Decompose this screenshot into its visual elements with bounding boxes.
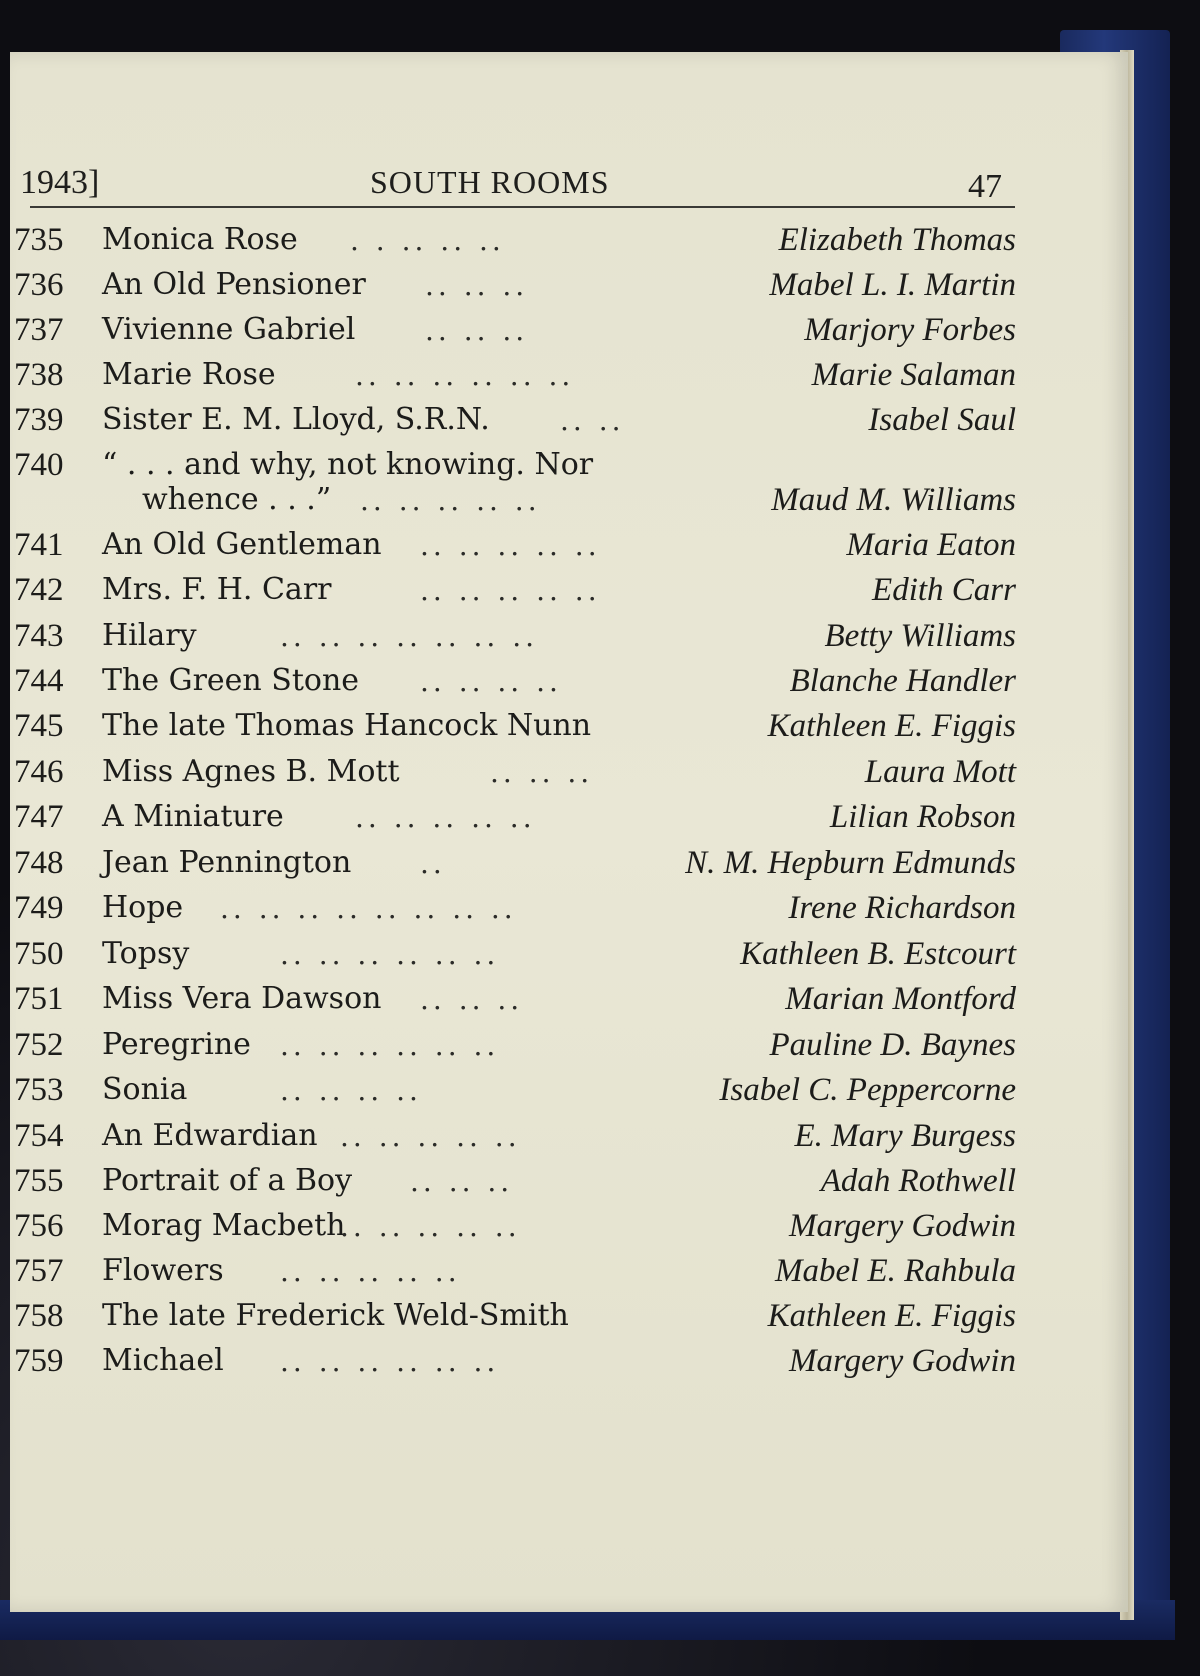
leader-dots: .. .. .. .. .. — [420, 529, 601, 562]
entry-artist: Maria Eaton — [846, 527, 1016, 563]
entry-title: Vivienne Gabriel — [102, 312, 356, 347]
entry-artist: Kathleen B. Estcourt — [740, 936, 1016, 972]
leader-dots: .. .. .. .. .. — [340, 1210, 521, 1243]
entry-artist: E. Mary Burgess — [794, 1118, 1016, 1154]
catalogue-entry — [10, 708, 1128, 752]
entry-number: 746 — [14, 754, 64, 790]
catalogue-entry — [10, 981, 1128, 1025]
entry-number: 739 — [14, 402, 64, 438]
entry-number: 737 — [14, 312, 64, 348]
entry-artist: Kathleen E. Figgis — [767, 1298, 1016, 1334]
leader-dots: .. .. .. .. .. .. — [280, 1029, 500, 1062]
entry-number: 754 — [14, 1118, 64, 1154]
leader-dots: .. .. .. — [420, 983, 524, 1016]
entry-number: 755 — [14, 1163, 64, 1199]
entry-artist: Marie Salaman — [811, 357, 1016, 393]
entry-artist: Pauline D. Baynes — [769, 1027, 1016, 1063]
entry-artist: Blanche Handler — [789, 663, 1016, 699]
catalogue-entry — [10, 222, 1128, 266]
entry-artist: Margery Godwin — [788, 1343, 1016, 1379]
entry-number: 736 — [14, 267, 64, 303]
header-rule — [30, 206, 1015, 208]
entry-number: 753 — [14, 1072, 64, 1108]
catalogue-entry — [10, 1343, 1128, 1387]
leader-dots: .. .. .. .. .. .. .. .. — [220, 892, 517, 925]
entry-title: “ . . . and why, not knowing. Nor — [102, 447, 594, 482]
entry-number: 750 — [14, 936, 64, 972]
entry-number: 748 — [14, 845, 64, 881]
entry-artist: Elizabeth Thomas — [778, 222, 1016, 258]
catalogue-entry — [10, 799, 1128, 843]
entry-artist: Laura Mott — [864, 754, 1016, 790]
entry-number: 751 — [14, 981, 64, 1017]
entry-title: Hilary — [102, 618, 197, 653]
catalogue-entry — [10, 1163, 1128, 1207]
header-year: 1943] — [20, 164, 100, 201]
entry-number: 735 — [14, 222, 64, 258]
entry-title: Jean Pennington — [102, 845, 352, 880]
catalogue-entry — [10, 890, 1128, 934]
entry-title: Morag Macbeth — [102, 1208, 346, 1243]
catalogue-entry — [10, 402, 1128, 446]
entry-number: 757 — [14, 1253, 64, 1289]
leader-dots: .. .. .. .. .. — [355, 801, 536, 834]
entry-number: 744 — [14, 663, 64, 699]
catalogue-entry — [10, 845, 1128, 889]
entry-artist: Mabel L. I. Martin — [769, 267, 1016, 303]
entry-title: Monica Rose — [102, 222, 298, 257]
catalogue-entry — [10, 357, 1128, 401]
catalogue-entry — [10, 1072, 1128, 1116]
entry-title: Hope — [102, 890, 184, 925]
leader-dots: .. .. .. .. .. .. — [355, 359, 575, 392]
entry-title: The Green Stone — [102, 663, 360, 698]
entry-artist: Maud M. Williams — [771, 482, 1016, 518]
leader-dots: .. .. .. — [410, 1165, 514, 1198]
leader-dots: .. .. .. .. — [420, 665, 562, 698]
entry-artist: Lilian Robson — [829, 799, 1016, 835]
entry-artist: Margery Godwin — [788, 1208, 1016, 1244]
catalogue-entry — [10, 572, 1128, 616]
entry-title: Topsy — [102, 936, 190, 971]
leader-dots: .. .. — [560, 404, 625, 437]
entry-title: A Miniature — [102, 799, 284, 834]
entry-artist: Betty Williams — [824, 618, 1016, 654]
header-page-number: 47 — [968, 168, 1002, 205]
leader-dots: . . .. .. .. — [350, 224, 505, 257]
entry-number: 741 — [14, 527, 64, 563]
entry-artist: Edith Carr — [872, 572, 1016, 608]
entry-title-continued: whence . . .” — [142, 482, 332, 517]
entry-title: Marie Rose — [102, 357, 276, 392]
leader-dots: .. .. .. — [425, 269, 529, 302]
leader-dots: .. .. .. .. — [280, 1074, 422, 1107]
catalogue-entry — [10, 754, 1128, 798]
catalogue-entry — [10, 618, 1128, 662]
catalogue-entry — [10, 447, 1128, 518]
entry-number: 745 — [14, 708, 64, 744]
entry-title: The late Thomas Hancock Nunn — [102, 708, 592, 743]
entry-artist: Mabel E. Rahbula — [774, 1253, 1016, 1289]
catalogue-entry — [10, 527, 1128, 571]
leader-dots: .. — [420, 847, 446, 880]
entry-title: Sister E. M. Lloyd, S.R.N. — [102, 402, 490, 437]
catalogue-entry — [10, 1118, 1128, 1162]
entry-artist: N. M. Hepburn Edmunds — [685, 845, 1016, 881]
entry-number: 740 — [14, 447, 64, 483]
entry-number: 749 — [14, 890, 64, 926]
leader-dots: .. .. .. — [425, 314, 529, 347]
entry-title: Mrs. F. H. Carr — [102, 572, 332, 607]
entry-artist: Marjory Forbes — [804, 312, 1016, 348]
catalogue-entry — [10, 936, 1128, 980]
entry-number: 759 — [14, 1343, 64, 1379]
catalogue-entry — [10, 1253, 1128, 1297]
entry-title: Michael — [102, 1343, 224, 1378]
catalogue-entry — [10, 663, 1128, 707]
entry-artist: Isabel Saul — [868, 402, 1016, 438]
entry-title: An Old Gentleman — [102, 527, 382, 562]
leader-dots: .. .. .. — [490, 756, 594, 789]
entry-number: 738 — [14, 357, 64, 393]
leader-dots: .. .. .. .. .. .. — [280, 938, 500, 971]
entry-title: Flowers — [102, 1253, 224, 1288]
entry-number: 756 — [14, 1208, 64, 1244]
leader-dots: .. .. .. .. .. — [340, 1120, 521, 1153]
entry-number: 758 — [14, 1298, 64, 1334]
entry-artist: Adah Rothwell — [820, 1163, 1016, 1199]
entry-number: 742 — [14, 572, 64, 608]
leader-dots: .. .. .. .. .. — [280, 1255, 461, 1288]
entry-title: An Old Pensioner — [102, 267, 366, 302]
entry-title: Miss Agnes B. Mott — [102, 754, 400, 789]
leader-dots: .. .. .. .. .. — [420, 574, 601, 607]
header-section-title: SOUTH ROOMS — [370, 164, 610, 200]
entry-title: Miss Vera Dawson — [102, 981, 382, 1016]
catalogue-entry — [10, 267, 1128, 311]
entry-number: 743 — [14, 618, 64, 654]
catalogue-page — [10, 52, 1128, 1612]
entry-title: Peregrine — [102, 1027, 251, 1062]
entry-title: Portrait of a Boy — [102, 1163, 353, 1198]
entry-artist: Irene Richardson — [788, 890, 1016, 926]
catalogue-entry — [10, 1027, 1128, 1071]
entry-artist: Isabel C. Peppercorne — [719, 1072, 1016, 1108]
catalogue-entry — [10, 312, 1128, 356]
catalogue-entry — [10, 1208, 1128, 1252]
entry-number: 752 — [14, 1027, 64, 1063]
leader-dots: .. .. .. .. .. .. — [280, 1345, 500, 1378]
entry-number: 747 — [14, 799, 64, 835]
entry-title: An Edwardian — [102, 1118, 318, 1153]
entry-title: Sonia — [102, 1072, 188, 1107]
leader-dots: .. .. .. .. .. — [360, 484, 541, 517]
entry-artist: Kathleen E. Figgis — [767, 708, 1016, 744]
entry-artist: Marian Montford — [785, 981, 1016, 1017]
catalogue-entry — [10, 1298, 1128, 1342]
entry-title: The late Frederick Weld-Smith — [102, 1298, 569, 1333]
leader-dots: .. .. .. .. .. .. .. — [280, 620, 539, 653]
